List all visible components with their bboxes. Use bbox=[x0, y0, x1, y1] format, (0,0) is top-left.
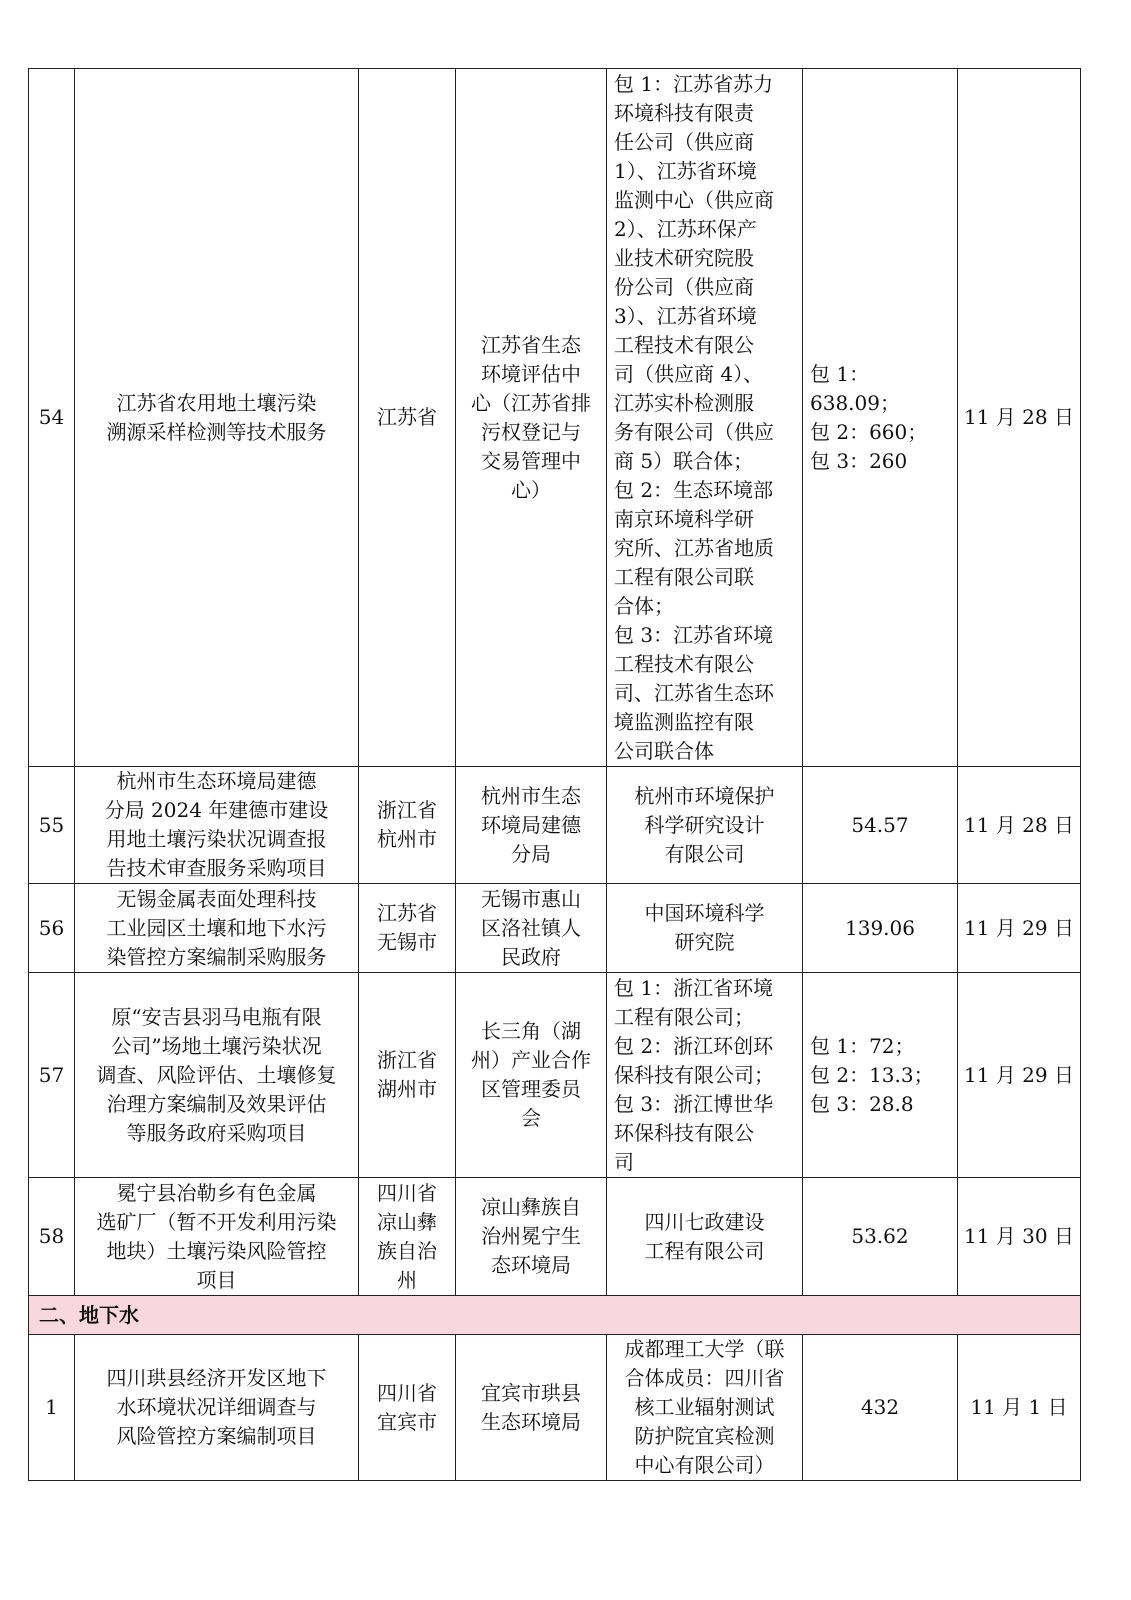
supplier: 成都理工大学（联 合体成员：四川省 核工业辐射测试 防护院宜宾检测 中心有限公司） bbox=[607, 1335, 803, 1481]
supplier: 中国环境科学 研究院 bbox=[607, 884, 803, 973]
project-name: 江苏省农用地土壤污染 溯源采样检测等技术服务 bbox=[75, 69, 359, 767]
purchaser: 江苏省生态 环境评估中 心（江苏省排 污权登记与 交易管理中 心） bbox=[456, 69, 607, 767]
amount: 54.57 bbox=[803, 767, 958, 884]
row-number: 57 bbox=[29, 973, 75, 1178]
section-title: 二、地下水 bbox=[29, 1296, 1081, 1335]
amount: 53.62 bbox=[803, 1178, 958, 1296]
amount: 包 1：72； 包 2：13.3； 包 3：28.8 bbox=[803, 973, 958, 1178]
amount: 432 bbox=[803, 1335, 958, 1481]
table-row bbox=[29, 973, 1081, 1178]
table-row bbox=[29, 69, 1081, 767]
date: 11 月 29 日 bbox=[958, 973, 1081, 1178]
amount: 139.06 bbox=[803, 884, 958, 973]
date: 11 月 30 日 bbox=[958, 1178, 1081, 1296]
supplier: 包 1：江苏省苏力 环境科技有限责 任公司（供应商 1）、江苏省环境 监测中心（供应商 2）、江苏环保产 业技术研究院股 份公司（供应商 3）、江苏省环境 工程技术有限公 司（供应商 4）、 江苏实朴检测服 务有限公司（供应 商 5）联合体； 包 2：生态环境部 南京环境科学研 究所、江苏省地质 工程有限公司联 合体； 包 3：江苏省环境 工程技术有限公 司、江苏省生态环 境监测监控有限 公司联合体 bbox=[607, 69, 803, 767]
procurement-table bbox=[28, 68, 1081, 1481]
purchaser: 无锡市惠山 区洛社镇人 民政府 bbox=[456, 884, 607, 973]
table-row bbox=[29, 767, 1081, 884]
purchaser: 长三角（湖 州）产业合作 区管理委员 会 bbox=[456, 973, 607, 1178]
region: 四川省 凉山彝 族自治 州 bbox=[359, 1178, 456, 1296]
project-name: 四川珙县经济开发区地下 水环境状况详细调查与 风险管控方案编制项目 bbox=[75, 1335, 359, 1481]
row-number: 58 bbox=[29, 1178, 75, 1296]
row-number: 56 bbox=[29, 884, 75, 973]
date: 11 月 28 日 bbox=[958, 69, 1081, 767]
row-number: 1 bbox=[29, 1335, 75, 1481]
region: 江苏省 无锡市 bbox=[359, 884, 456, 973]
table-row bbox=[29, 1335, 1081, 1481]
supplier: 四川七政建设 工程有限公司 bbox=[607, 1178, 803, 1296]
project-name: 杭州市生态环境局建德 分局 2024 年建德市建设 用地土壤污染状况调查报 告技术审查服务采购项目 bbox=[75, 767, 359, 884]
date: 11 月 29 日 bbox=[958, 884, 1081, 973]
project-name: 原“安吉县羽马电瓶有限 公司”场地土壤污染状况 调查、风险评估、土壤修复 治理方案编制及效果评估 等服务政府采购项目 bbox=[75, 973, 359, 1178]
row-number: 55 bbox=[29, 767, 75, 884]
amount: 包 1：638.09； 包 2：660； 包 3：260 bbox=[803, 69, 958, 767]
supplier: 杭州市环境保护 科学研究设计 有限公司 bbox=[607, 767, 803, 884]
region: 四川省 宜宾市 bbox=[359, 1335, 456, 1481]
table-row bbox=[29, 1178, 1081, 1296]
purchaser: 宜宾市珙县 生态环境局 bbox=[456, 1335, 607, 1481]
project-name: 冕宁县冶勒乡有色金属 选矿厂（暂不开发利用污染 地块）土壤污染风险管控 项目 bbox=[75, 1178, 359, 1296]
date: 11 月 1 日 bbox=[958, 1335, 1081, 1481]
region: 浙江省 杭州市 bbox=[359, 767, 456, 884]
row-number: 54 bbox=[29, 69, 75, 767]
supplier: 包 1：浙江省环境 工程有限公司； 包 2：浙江环创环 保科技有限公司； 包 3：浙江博世华 环保科技有限公 司 bbox=[607, 973, 803, 1178]
date: 11 月 28 日 bbox=[958, 767, 1081, 884]
region: 江苏省 bbox=[359, 69, 456, 767]
table-row bbox=[29, 884, 1081, 973]
section-header-row bbox=[29, 1296, 1081, 1335]
purchaser: 杭州市生态 环境局建德 分局 bbox=[456, 767, 607, 884]
project-name: 无锡金属表面处理科技 工业园区土壤和地下水污 染管控方案编制采购服务 bbox=[75, 884, 359, 973]
purchaser: 凉山彝族自 治州冕宁生 态环境局 bbox=[456, 1178, 607, 1296]
region: 浙江省 湖州市 bbox=[359, 973, 456, 1178]
